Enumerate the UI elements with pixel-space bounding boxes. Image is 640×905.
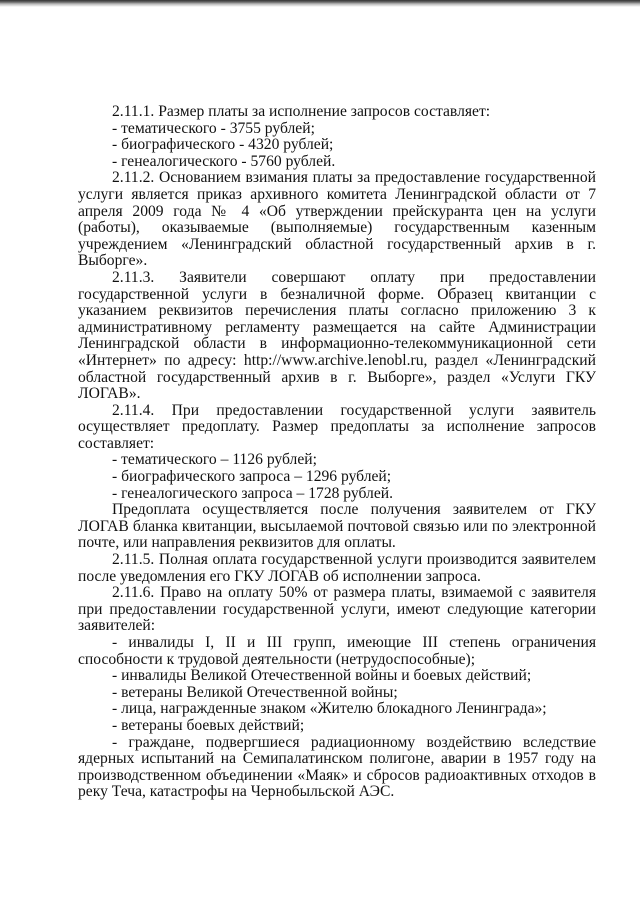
prepay-item-thematic: - тематического – 1126 рублей; [112,451,317,469]
fee-item-thematic: - тематического - 3755 рублей; [112,119,315,137]
prepayment-paragraph: Предоплата осуществляется после получения заявителем от ГКУ ЛОГАВ бланка квитанции, высылаемой почтовой связью или по электронной почте, или направления реквизитов для оплаты. [78,501,596,552]
category-war-invalids: - инвалиды Великой Отечественной войны и боевых действий; [112,667,532,685]
category-radiation-victims: - граждане, подвергшиеся радиационному воздействию вследствие ядерных испытаний на Семипалатинском полигоне, аварии в 1957 году на производственном объединении «Маяк» и сбросов радиоактивных отходов в реку Теча, катастрофы на Чернобыльской АЭС. [78,733,596,801]
prepay-item-biographical: - биографического запроса – 1296 рублей; [112,468,392,486]
scan-top-edge [0,0,640,7]
category-war-veterans: - ветераны Великой Отечественной войны; [112,683,398,701]
section-2-11-2-paragraph: 2.11.2. Основанием взимания платы за предоставление государственной услуги является приказ архивного комитета Ленинградской области от 7 апреля 2009 года № 4 «Об утверждении прейскуранта цен на услуги (работы), оказываемые (выполняемые) государственным казенным учреждением «Ленинградский областной государственный архив в г. Выборге». [78,169,596,270]
document-page [78,104,596,801]
fee-item-biographical: - биографического - 4320 рублей; [112,136,334,154]
category-combat-veterans: - ветераны боевых действий; [112,716,305,734]
section-2-11-4-paragraph: 2.11.4. При предоставлении государственной услуги заявитель осуществляет предоплату. Размер предоплаты за исполнение запросов составляет: [78,401,596,452]
section-2-11-3-paragraph: 2.11.3. Заявители совершают оплату при предоставлении государственной услуги в безналичной форме. Образец квитанции с указанием реквизитов перечисления платы согласно приложению 3 к административному регламенту размещается на сайте Администрации Ленинградской области в информационно-телекоммуникационной сети «Интернет» по адресу: http://www.archive.lenobl.ru, раздел «Ленинградский областной государственный архив в г. Выборге», раздел «Услуги ГКУ ЛОГАВ». [78,268,596,403]
category-disabled-groups: - инвалиды I, II и III групп, имеющие III степень ограничения способности к трудовой деятельности (нетрудоспособные); [78,634,596,668]
section-2-11-1-heading: 2.11.1. Размер платы за исполнение запросов составляет: [112,103,491,120]
section-2-11-6-paragraph: 2.11.6. Право на оплату 50% от размера платы, взимаемой с заявителя при предоставлении государственной услуги, имеют следующие категории заявителей: [78,584,596,635]
section-2-11-5-paragraph: 2.11.5. Полная оплата государственной услуги производится заявителем после уведомления его ГКУ ЛОГАВ об исполнении запроса. [78,551,596,585]
fee-item-genealogical: - генеалогического - 5760 рублей. [112,152,336,170]
prepay-item-genealogical: - генеалогического запроса – 1728 рублей. [112,484,393,502]
category-blockade-badge: - лица, награжденные знаком «Жителю блокадного Ленинграда»; [112,700,547,718]
